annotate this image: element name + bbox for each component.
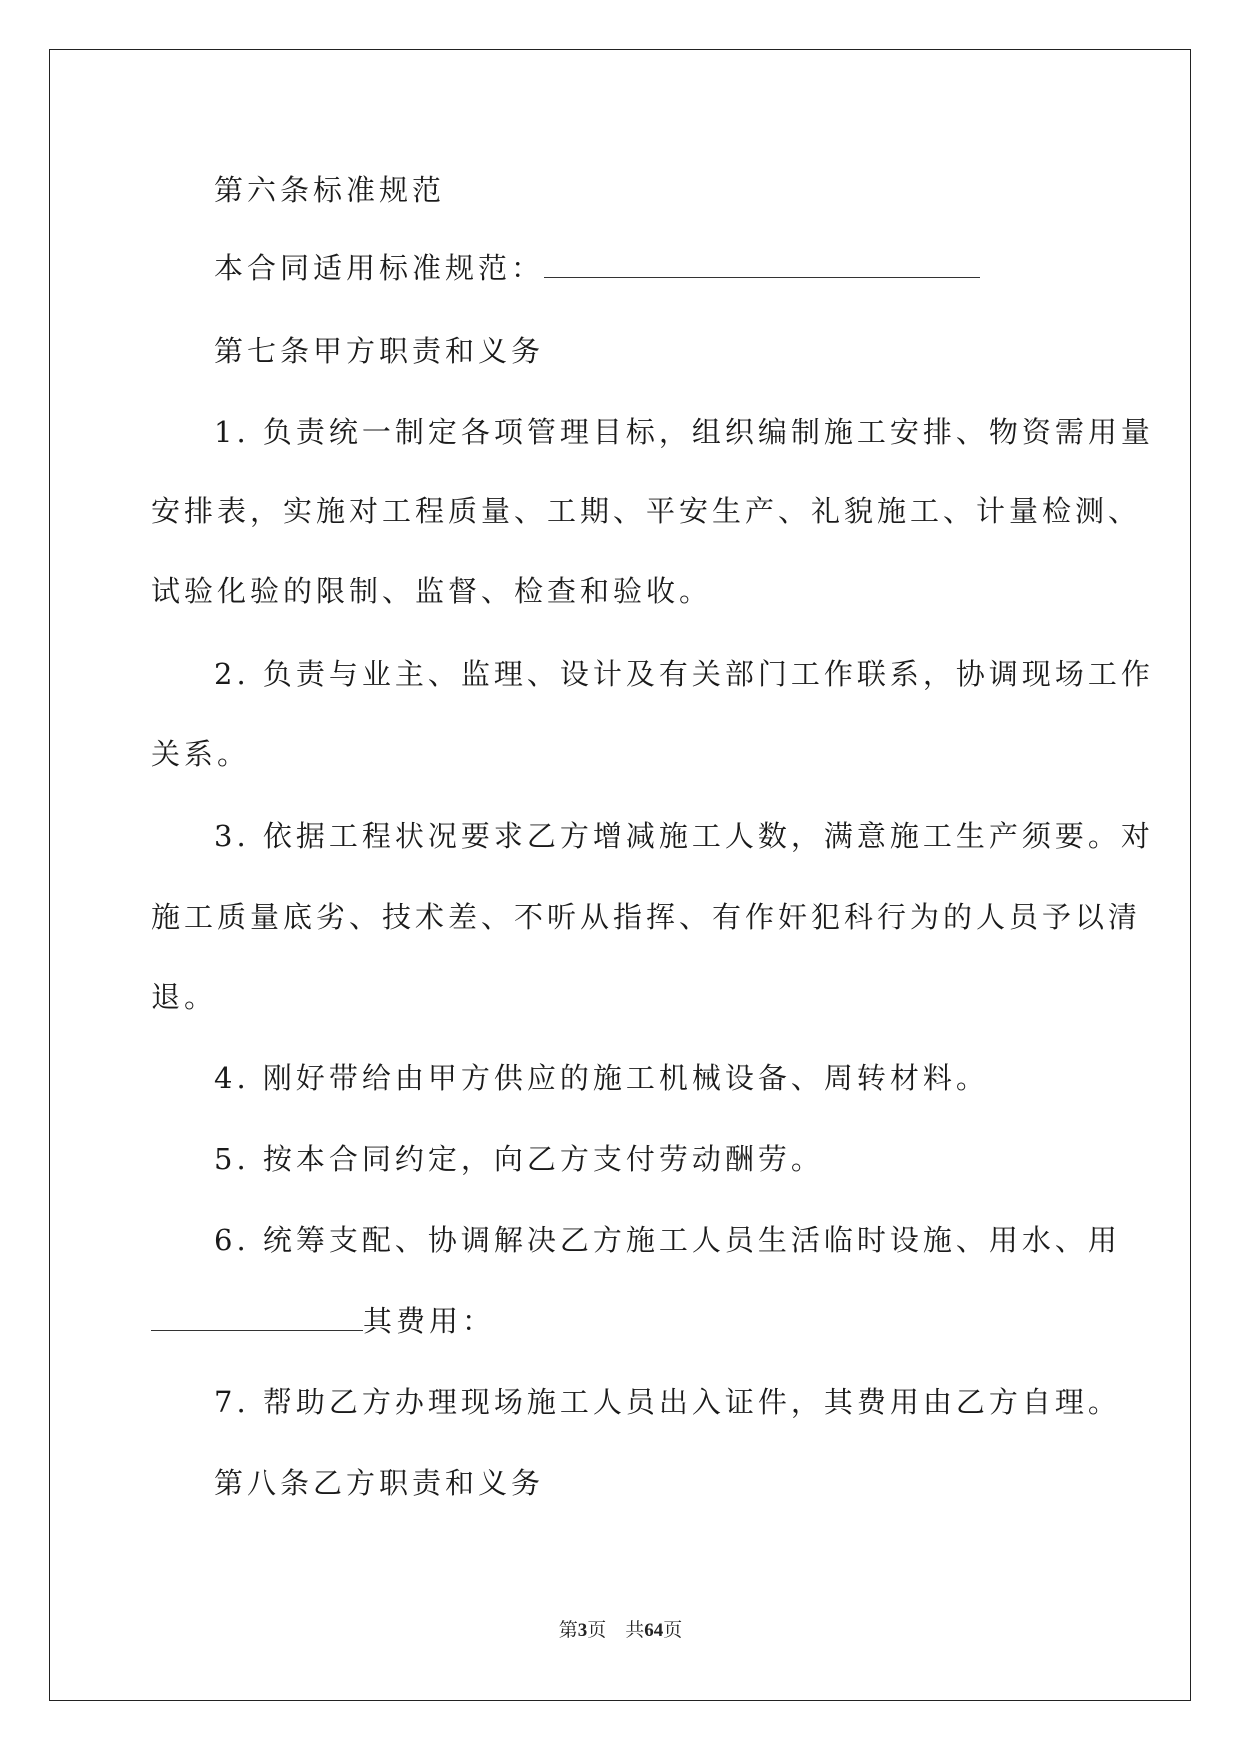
fee-label: 其费用： xyxy=(363,1304,496,1338)
footer-prefix: 第 xyxy=(558,1619,578,1641)
clause-5: 5. 按本合同约定，向乙方支付劳动酬劳。 xyxy=(214,1142,824,1176)
clause-3-line-2: 施工质量底劣、技术差、不听从指挥、有作奸犯科行为的人员予以清 xyxy=(151,900,1142,934)
clause-4: 4. 刚好带给由甲方供应的施工机械设备、周转材料。 xyxy=(214,1061,989,1095)
article-6-heading: 第六条标准规范 xyxy=(214,173,446,207)
footer-suffix: 页 xyxy=(663,1619,683,1641)
clause-6-line-2 xyxy=(151,1304,496,1338)
clause-1-line-2: 安排表，实施对工程质量、工期、平安生产、礼貌施工、计量检测、 xyxy=(151,494,1142,528)
clause-3-line-3: 退。 xyxy=(151,980,218,1014)
clause-2-line-1: 2. 负责与业主、监理、设计及有关部门工作联系，协调现场工作 xyxy=(214,657,1154,691)
clause-7: 7. 帮助乙方办理现场施工人员出入证件，其费用由乙方自理。 xyxy=(214,1385,1121,1419)
clause-1-line-1: 1. 负责统一制定各项管理目标，组织编制施工安排、物资需用量 xyxy=(214,415,1154,449)
standards-label: 本合同适用标准规范： xyxy=(214,251,545,285)
article-8-heading: 第八条乙方职责和义务 xyxy=(214,1466,545,1500)
clause-6-line-1: 6. 统筹支配、协调解决乙方施工人员生活临时设施、用水、用 xyxy=(214,1223,1121,1257)
total-page-count: 64 xyxy=(644,1620,664,1641)
current-page-number: 3 xyxy=(577,1620,588,1641)
article-7-heading: 第七条甲方职责和义务 xyxy=(214,334,545,368)
standards-line xyxy=(214,251,980,285)
clause-3-line-1: 3. 依据工程状况要求乙方增减施工人数，满意施工生产须要。对 xyxy=(214,819,1154,853)
standards-blank-field xyxy=(544,255,980,278)
page-border xyxy=(49,49,1191,1701)
fee-blank-field xyxy=(151,1308,363,1331)
clause-1-line-3: 试验化验的限制、监督、检查和验收。 xyxy=(151,574,713,608)
footer-mid: 页 共 xyxy=(587,1619,645,1641)
page-footer xyxy=(0,1615,1241,1642)
clause-2-line-2: 关系。 xyxy=(151,737,251,771)
